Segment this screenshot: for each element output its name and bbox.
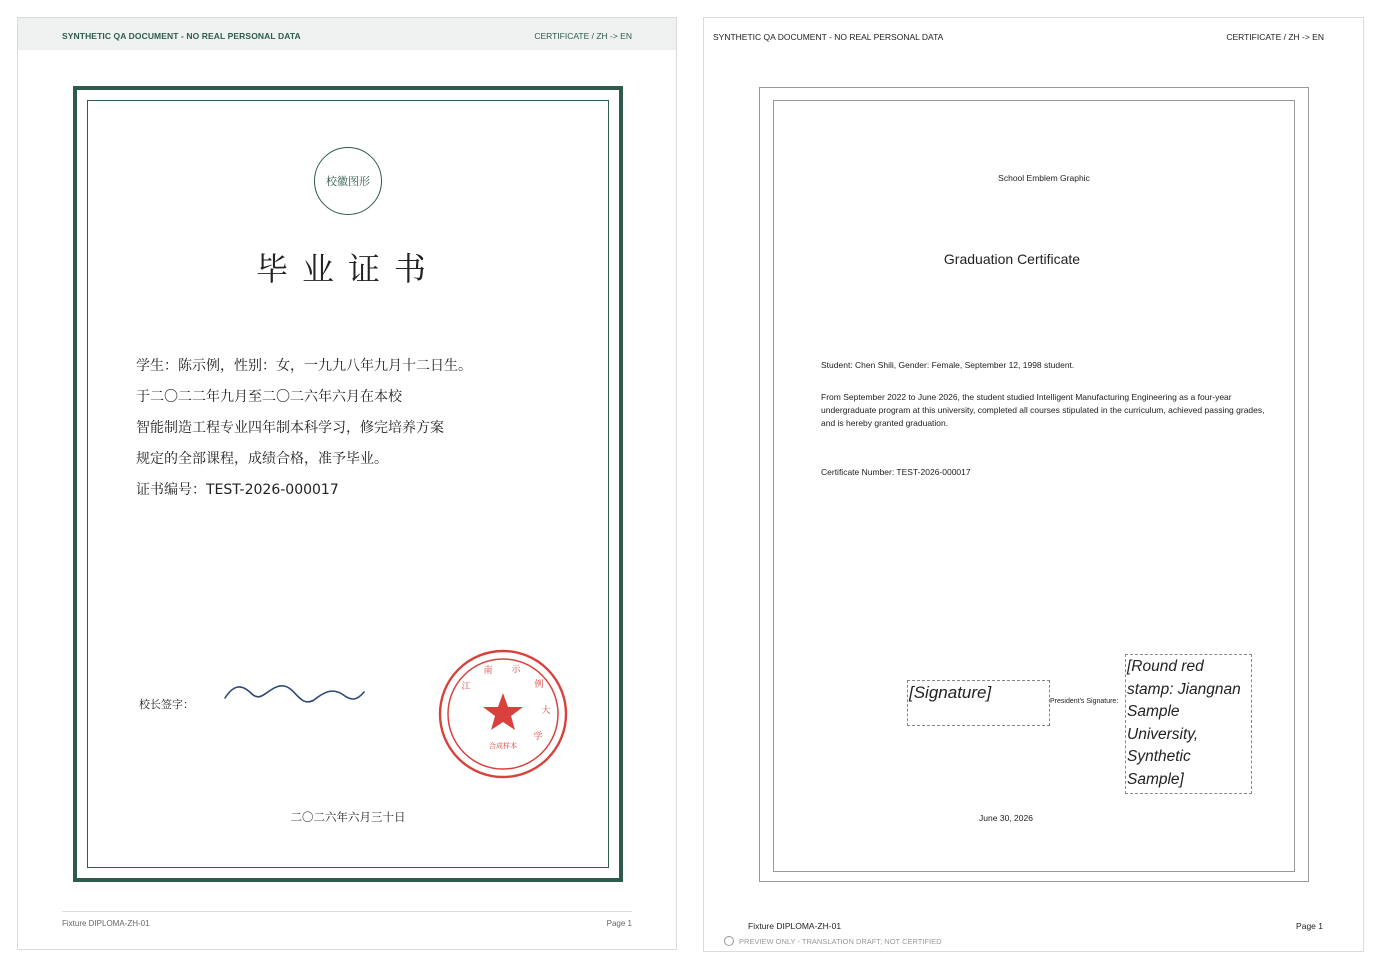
certificate-title: 毕业证书 — [255, 250, 440, 288]
signature-placeholder: [Signature] — [907, 680, 1050, 726]
body-line: 智能制造工程专业四年制本科学习，修完培养方案 — [136, 420, 444, 436]
page-header — [18, 18, 676, 50]
seal-char: 示 — [511, 665, 521, 675]
red-round-seal — [438, 649, 568, 779]
footer-fixture-id: Fixture DIPLOMA-ZH-01 — [748, 921, 842, 931]
seal-bottom-text: 合成样本 — [489, 742, 517, 750]
handwritten-signature — [222, 680, 367, 710]
header-disclaimer: SYNTHETIC QA DOCUMENT - NO REAL PERSONAL DATA — [62, 31, 301, 41]
certificate-body — [136, 354, 576, 509]
issue-date: June 30, 2026 — [979, 813, 1033, 823]
seal-char: 江 — [461, 682, 471, 692]
signature-label: President's Signature: — [1050, 698, 1119, 705]
body-line: and is hereby granted graduation. — [821, 418, 949, 428]
original-page — [17, 17, 677, 950]
footer-divider — [62, 911, 632, 912]
stamp-placeholder: [Round red stamp: Jiangnan Sample University, Synthetic Sample] — [1125, 654, 1252, 794]
body-line: From September 2022 to June 2026, the student studied Intelligent Manufacturing Engineering as a four-year — [821, 392, 1232, 402]
certificate-number: Certificate Number: TEST-2026-000017 — [821, 467, 971, 477]
footer-fixture-id: Fixture DIPLOMA-ZH-01 — [62, 919, 150, 928]
seal-char: 大 — [541, 706, 551, 716]
emblem-label: 校徽图形 — [326, 175, 370, 188]
header-doc-type: CERTIFICATE / ZH -> EN — [534, 31, 632, 41]
seal-char: 例 — [534, 680, 544, 690]
seal-star-icon — [483, 693, 523, 730]
school-emblem — [314, 147, 382, 215]
body-line: 于二〇二二年九月至二〇二六年六月在本校 — [136, 389, 402, 405]
body-line: undergraduate program at this university, completed all courses stipulated in the curriculum, achieved passing grades, — [821, 405, 1265, 415]
body-line: 学生：陈示例，性别：女，一九九八年九月十二日生。 — [136, 358, 472, 374]
preview-notice-text: PREVIEW ONLY - TRANSLATION DRAFT, NOT CERTIFIED — [739, 936, 942, 946]
preview-notice — [724, 936, 942, 946]
header-doc-type: CERTIFICATE / ZH -> EN — [1226, 32, 1324, 42]
school-emblem: School Emblem Graphic — [998, 173, 1090, 183]
footer-page-number: Page 1 — [606, 919, 632, 928]
header-disclaimer: SYNTHETIC QA DOCUMENT - NO REAL PERSONAL DATA — [713, 32, 944, 42]
circle-icon — [724, 936, 734, 946]
seal-char: 南 — [483, 666, 493, 676]
certificate-title: Graduation Certificate — [943, 251, 1081, 267]
seal-char: 学 — [533, 732, 543, 742]
signature-label: 校长签字： — [139, 698, 194, 711]
certificate-body — [821, 391, 1281, 430]
issue-date: 二〇二六年六月三十日 — [290, 810, 406, 824]
student-line: Student: Chen Shili, Gender: Female, September 12, 1998 student. — [821, 360, 1075, 370]
translation-page — [703, 17, 1364, 952]
certificate-number: 证书编号：TEST-2026-000017 — [136, 482, 339, 498]
footer-page-number: Page 1 — [1296, 921, 1323, 931]
body-line: 规定的全部课程，成绩合格，准予毕业。 — [136, 451, 388, 467]
